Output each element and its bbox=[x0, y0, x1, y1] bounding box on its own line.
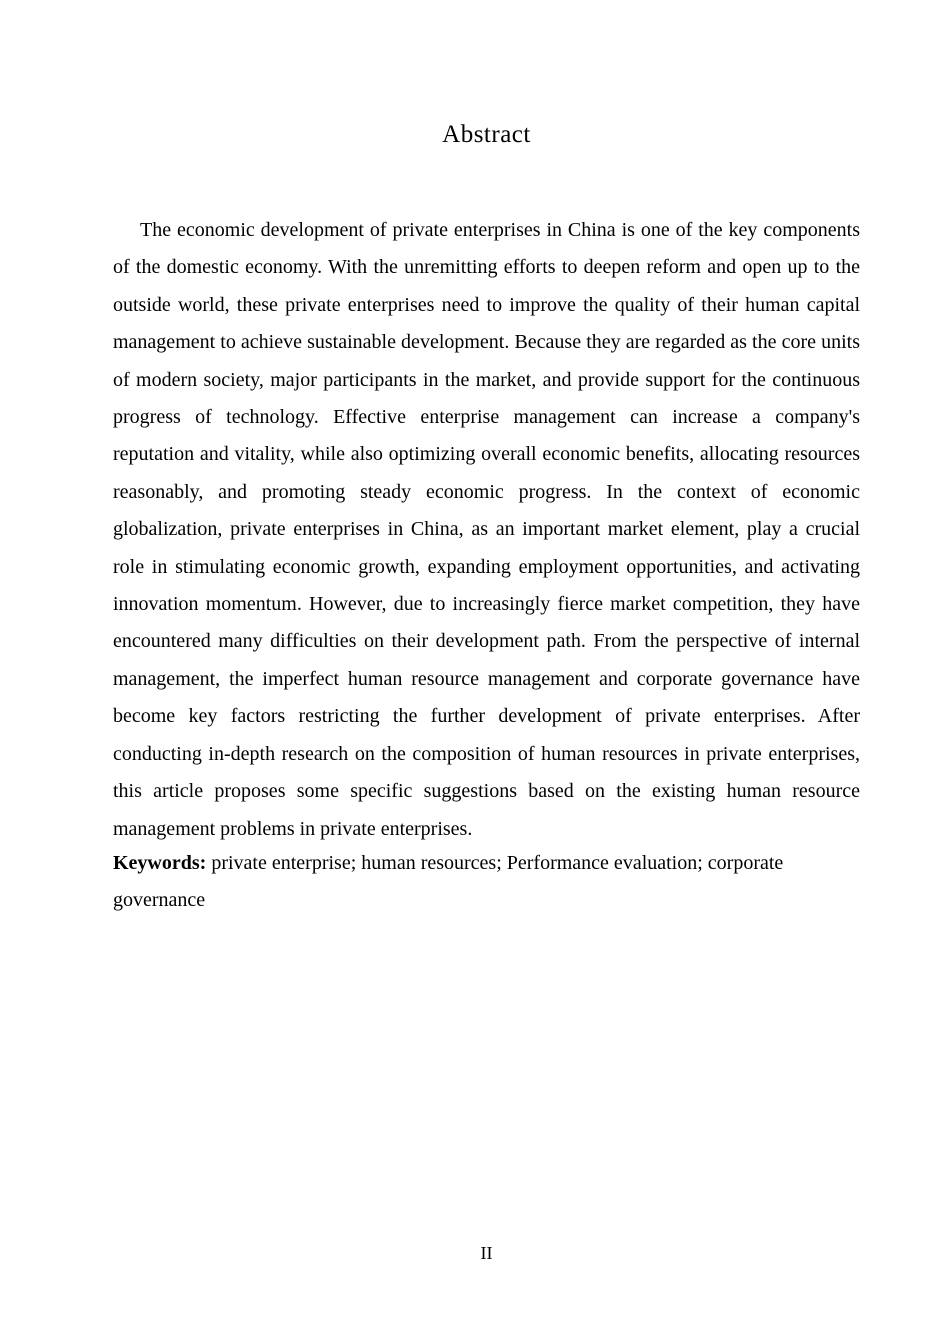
page-title: Abstract bbox=[442, 121, 531, 148]
keywords-value: private enterprise; human resources; Performance evaluation; corporate governance bbox=[113, 852, 784, 912]
keywords-line bbox=[113, 845, 860, 920]
keywords-label: Keywords: bbox=[113, 852, 207, 874]
page-number: II bbox=[480, 1243, 493, 1263]
abstract-paragraph: The economic development of private enterprises in China is one of the key components of the domestic economy. With the unremitting efforts to deepen reform and open up to the outside world, these private enterprises need to improve the quality of their human capital management to achieve sustainable development. Because they are regarded as the core units of modern society, major participants in the market, and provide support for the continuous progress of technology. Effective enterprise management can increase a company's reputation and vitality, while also optimizing overall economic benefits, allocating resources reasonably, and promoting steady economic progress. In the context of economic globalization, private enterprises in China, as an important market element, play a crucial role in stimulating economic growth, expanding employment opportunities, and activating innovation momentum. However, due to increasingly fierce market competition, they have encountered many difficulties on their development path. From the perspective of internal management, the imperfect human resource management and corporate governance have become key factors restricting the further development of private enterprises. After conducting in-depth research on the composition of human resources in private enterprises, this article proposes some specific suggestions based on the existing human resource management problems in private enterprises. bbox=[113, 219, 860, 840]
